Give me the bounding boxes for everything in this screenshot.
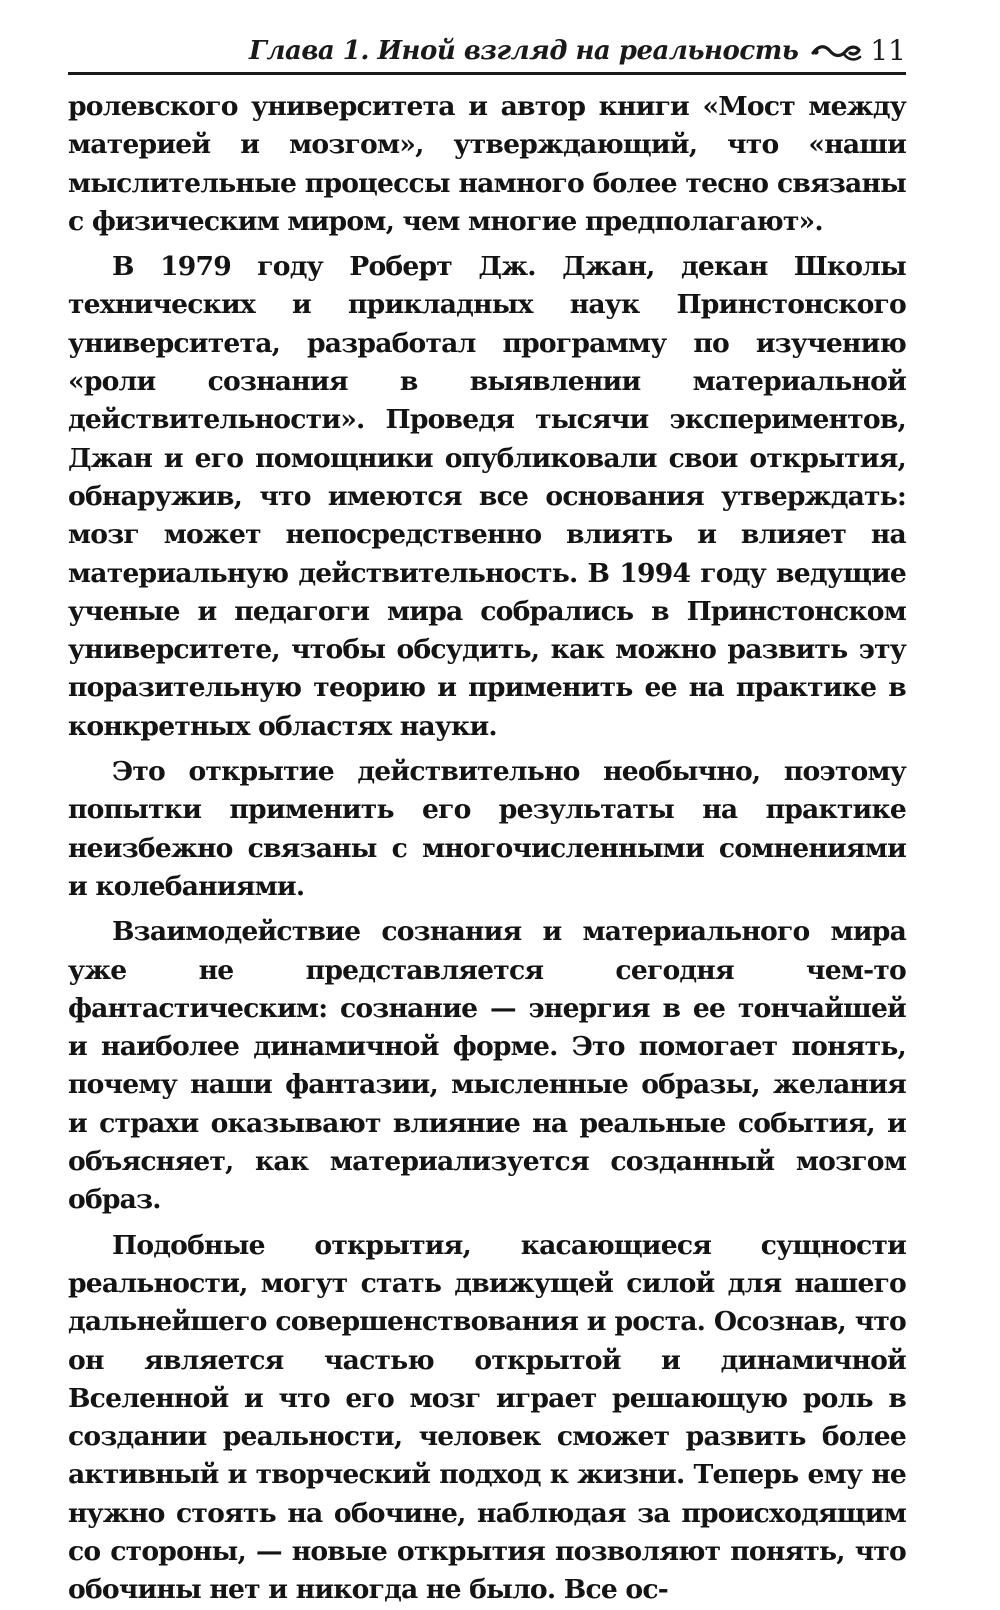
paragraph-2: В 1979 году Роберт Дж. Джан, декан Школы технических и прикладных наук Принстонского университета, разработал программу по изучению «роли сознания в выявлении материальной действительности». Проведя тысячи экспериментов, Джан и его помощники опубликовали свои открытия, обнаружив, что имеются все основания утверждать: мозг может непосредственно влиять и влияет на материальную действительность. В 1994 году ведущие ученые и педагоги мира собрались в Принстонском университете, чтобы обсудить, как можно развить эту поразительную теорию и применить ее на практике в конкретных областях науки. [68, 251, 906, 742]
chapter-title: Глава 1. Иной взгляд на реальность [249, 36, 799, 66]
paragraph-4: Взаимодействие сознания и материального мира уже не представляется сегодня чем-то фантастическим: сознание — энергия в ее тончайшей и наиболее динамичной форме. Это помогает понять, почему наши фантазии, мысленные образы, желания и страхи оказывают влияние на реальные события, и объясняет, как материализуется созданный мозгом образ. [68, 916, 906, 1216]
paragraph-5: Подобные открытия, касающиеся сущности реальности, могут стать движущей силой для нашего дальнейшего совершенствования и роста. Осознав, что он является частью открытой и динамичной Вселенной и что его мозг играет решающую роль в создании реальности, человек сможет развить более активный и творческий подход к жизни. Теперь ему не нужно стоять на обочине, наблюдая за происходящим со стороны, — новые открытия позволяют понять, что обочины нет и никогда не было. Все ос- [68, 1229, 906, 1606]
page-number: 11 [870, 34, 906, 67]
swash-ornament-icon [810, 40, 862, 66]
body-text [68, 88, 906, 1610]
swash-ornament-graphic [810, 40, 862, 66]
running-header [68, 28, 906, 75]
paragraph-1: ролевского университета и автор книги «Мост между материей и мозгом», утверждающий, что «наши мыслительные процессы намного более тесно связаны с физическим миром, чем многие предполагают». [68, 91, 906, 237]
paragraph-3: Это открытие действительно необычно, поэтому попытки применить его результаты на практике неизбежно связаны с многочисленными сомнениями и колебаниями. [68, 756, 906, 902]
